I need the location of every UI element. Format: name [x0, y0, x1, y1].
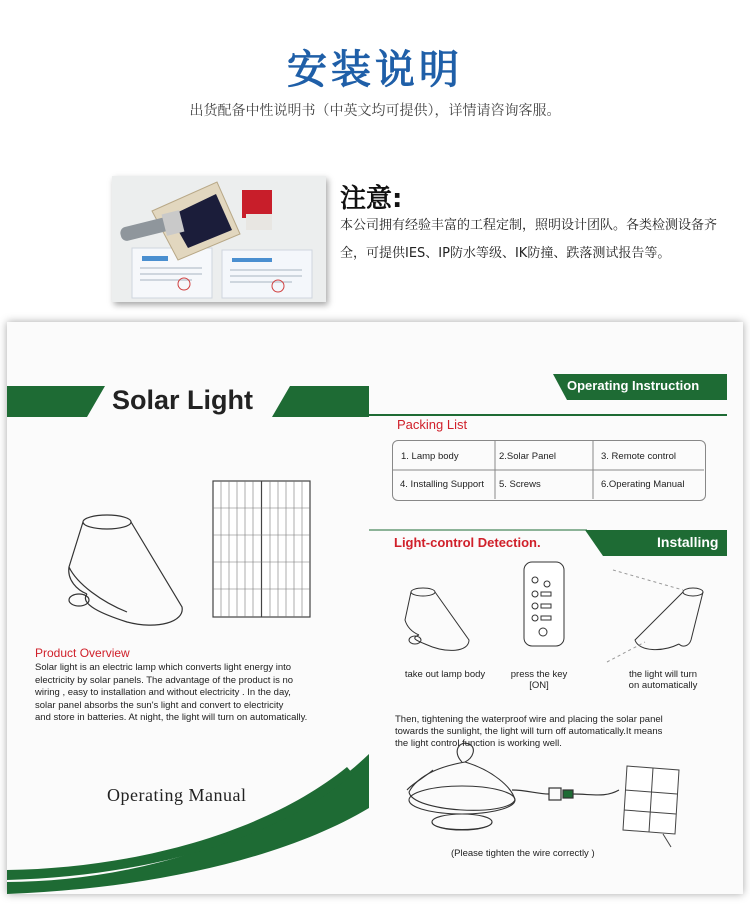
notice-title: 注意:: [340, 184, 403, 214]
page-subtitle: 出货配备中性说明书（中英文均可提供），详情请咨询客服。: [189, 103, 561, 119]
product-overview-body: [35, 662, 355, 725]
certificate-photo-image: [112, 176, 326, 302]
install-instructions: [395, 714, 715, 750]
install-line: the light control function is working well.: [395, 738, 562, 749]
packing-item: 1. Lamp body: [401, 451, 459, 462]
overview-line: electricity by solar panels. The advantage of the product is no: [35, 674, 294, 686]
product-overview-heading: Product Overview: [35, 646, 130, 660]
packing-item: 3. Remote control: [601, 451, 676, 462]
packing-item: 2.Solar Panel: [499, 451, 557, 462]
wire-caption: (Please tighten the wire correctly ): [451, 848, 595, 859]
packing-list-heading: Packing List: [397, 417, 468, 432]
operating-manual-spread: [7, 322, 743, 894]
packing-item: 4. Installing Support: [400, 479, 484, 490]
page-title: 安装说明: [287, 47, 463, 93]
caption-press-key: press the key: [510, 669, 568, 680]
caption-press-key-on: [ON]: [529, 680, 549, 691]
packing-item: 5. Screws: [499, 479, 541, 490]
packing-list-table: [392, 440, 706, 501]
certificate-photo: [112, 176, 326, 302]
install-line: towards the sunlight, the light will turn off automatically.It means: [395, 726, 663, 737]
installing-banner: Installing: [657, 534, 719, 550]
install-line: Then, tightening the waterproof wire and placing the solar panel: [395, 714, 663, 725]
overview-line: wiring , easy to installation and without electricity . In the day,: [35, 687, 291, 698]
overview-line: Solar light is an electric lamp which converts light energy into: [35, 662, 292, 673]
manual-title: Solar Light: [112, 385, 253, 415]
light-control-heading: Light-control Detection.: [394, 535, 541, 550]
caption-take-out: take out lamp body: [404, 669, 486, 680]
notice-body: 本公司拥有经验丰富的工程定制，照明设计团队。各类检测设备齐全，可提供IES、IP防水等级、IK防撞、跌落测试报告等。: [340, 218, 718, 261]
caption-turn-on-auto: on automatically: [628, 680, 698, 691]
packing-item: 6.Operating Manual: [601, 479, 685, 490]
operating-instruction-banner: Operating Instruction: [567, 378, 700, 393]
overview-line: solar panel absorbs the sun's light and convert to electricity: [35, 699, 284, 711]
caption-turn-on: the light will turn: [628, 669, 698, 680]
operating-manual-label: Operating Manual: [107, 785, 247, 805]
overview-line: and store in batteries. At night, the light will turn on automatically.: [35, 712, 308, 723]
